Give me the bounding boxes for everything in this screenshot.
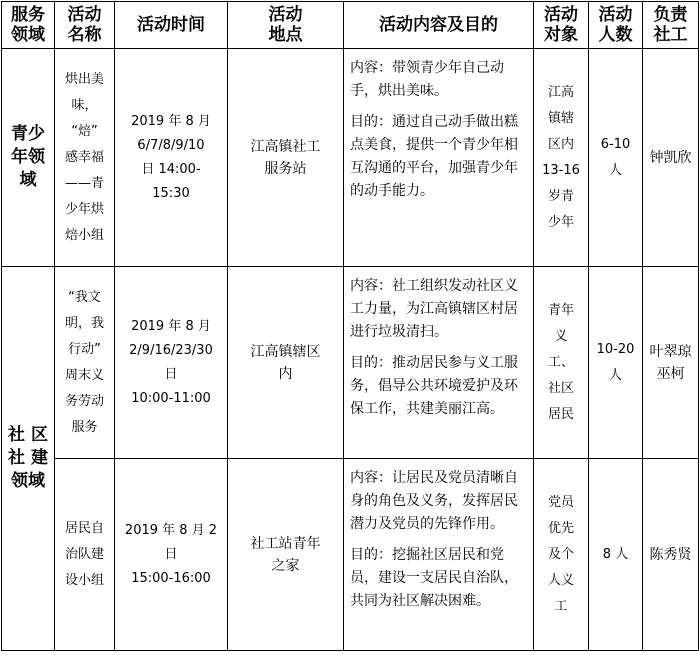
worker-cell: 陈秀贤 [643, 459, 699, 651]
header-content-purpose: 活动内容及目的 [344, 2, 534, 49]
content-text: 内容：让居民及党员清晰自身的角色及义务，发挥居民潜力及党员的先锋作用。 [350, 470, 518, 532]
worker-cell: 叶翠琼 巫柯 [643, 267, 699, 459]
target-cell: 江高 镇辖 区内 13-16 岁青 少年 [534, 49, 589, 267]
purpose-text: 目的：通过自己动手做出糕点美食，提供一个青少年相互沟通的平台，加强青少年的动手能力。 [350, 114, 518, 199]
domain-cell: 社 区 社 建 领域 [2, 267, 55, 651]
header-activity-name: 活动 名称 [55, 2, 115, 49]
content-purpose-cell [344, 267, 534, 459]
table-row [2, 49, 699, 267]
header-row [2, 2, 699, 49]
header-count: 活动 人数 [589, 2, 643, 49]
content-text: 内容：社工组织发动社区义工力量，为江高镇辖区村居进行垃圾清扫。 [350, 278, 518, 340]
content-purpose-cell [344, 49, 534, 267]
activity-name-cell: 居民自 治队建 设小组 [55, 459, 115, 651]
target-cell: 青年 义 工、 社区 居民 [534, 267, 589, 459]
activity-table [1, 1, 699, 651]
worker-cell: 钟凯欣 [643, 49, 699, 267]
target-cell: 党员 优先 及个 人义 工 [534, 459, 589, 651]
activity-place-cell: 江高镇辖区 内 [228, 267, 344, 459]
header-target: 活动 对象 [534, 2, 589, 49]
activity-time-cell: 2019 年 8 月 2/9/16/23/30 日 10:00-11:00 [115, 267, 228, 459]
content-text: 内容：带领青少年自己动手，烘出美味。 [350, 60, 504, 99]
purpose-text: 目的：推动居民参与义工服务，倡导公共环境爱护及环保工作，共建美丽江高。 [350, 355, 518, 417]
header-activity-time: 活动时间 [115, 2, 228, 49]
activity-name-cell: 烘出美 味， “焙” 感幸福 ——青 少年烘 焙小组 [55, 49, 115, 267]
header-worker: 负责 社工 [643, 2, 699, 49]
activity-place-cell: 社工站青年 之家 [228, 459, 344, 651]
count-cell: 8 人 [589, 459, 643, 651]
activity-time-cell: 2019 年 8 月 2 日 15:00-16:00 [115, 459, 228, 651]
activity-time-cell: 2019 年 8 月 6/7/8/9/10 日 14:00- 15:30 [115, 49, 228, 267]
header-activity-place: 活动 地点 [228, 2, 344, 49]
content-purpose-cell [344, 459, 534, 651]
table-row [2, 267, 699, 459]
activity-place-cell: 江高镇社工 服务站 [228, 49, 344, 267]
table-row [2, 459, 699, 651]
count-cell: 6-10 人 [589, 49, 643, 267]
purpose-text: 目的：挖掘社区居民和党员，建设一支居民自治队，共同为社区解决困难。 [350, 547, 518, 609]
activity-name-cell: “我文 明，我 行动” 周末义 务劳动 服务 [55, 267, 115, 459]
header-domain: 服务 领域 [2, 2, 55, 49]
domain-cell: 青少 年领 域 [2, 49, 55, 267]
count-cell: 10-20 人 [589, 267, 643, 459]
